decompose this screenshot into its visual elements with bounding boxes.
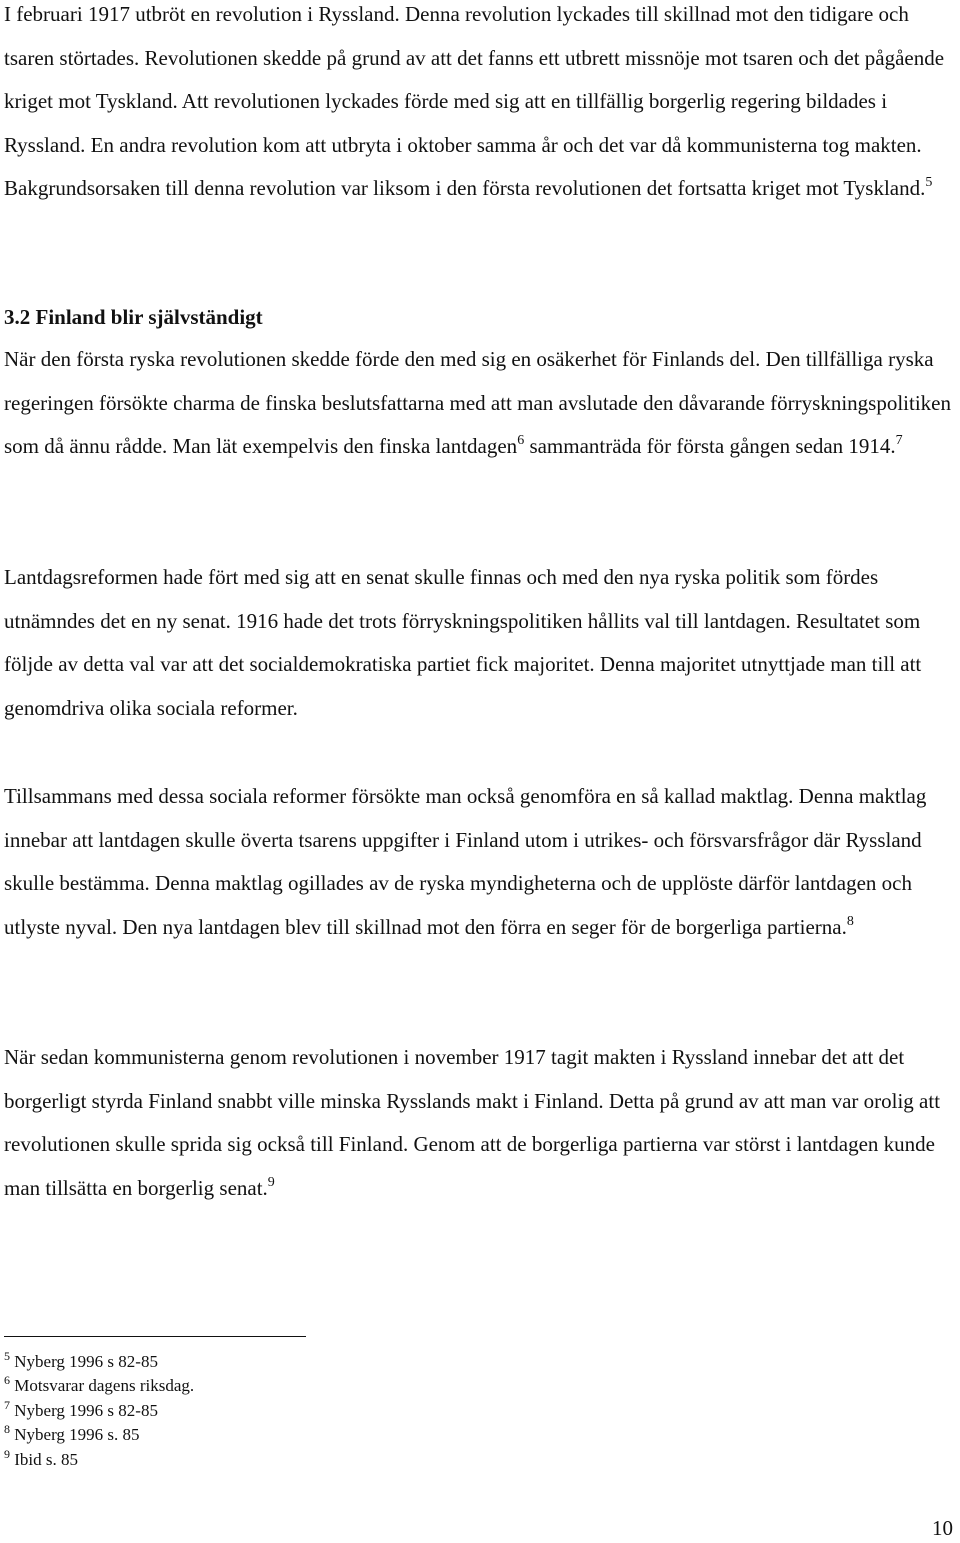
paragraph-text: I februari 1917 utbröt en revolution i Ryssland. Denna revolution lyckades till skillnad mot den tidigare och tsaren störtades. Revolutionen skedde på grund av att det fanns ett utbrett missnöje mot tsaren och det pågående kriget mot Tyskland. Att revolutionen lyckades förde med sig att en tillfällig borgerlig regering bildades i Ryssland. En andra revolution kom att utbryta i oktober samma år och det var då kommunisterna tog makten. Bakgrundsorsaken till denna revolution var liksom i den första revolutionen det fortsatta kriget mot Tyskland. bbox=[4, 2, 945, 200]
footnote-separator bbox=[4, 1336, 306, 1337]
footnote bbox=[4, 1350, 194, 1374]
footnote bbox=[4, 1448, 194, 1472]
footnote bbox=[4, 1399, 194, 1423]
footnote-number: 9 bbox=[4, 1446, 10, 1461]
footnote-number: 6 bbox=[4, 1373, 10, 1388]
footnote-reference[interactable]: 6 bbox=[517, 433, 525, 448]
footnote-number: 8 bbox=[4, 1422, 10, 1437]
footnote bbox=[4, 1374, 194, 1398]
footnote-text: Nyberg 1996 s. 85 bbox=[14, 1425, 140, 1445]
paragraph-text: När sedan kommunisterna genom revolutionen i november 1917 tagit makten i Ryssland innebar det att det borgerligt styrda Finland snabbt ville minska Rysslands makt i Finland. Detta på grund av att man var orolig att revolutionen skulle sprida sig också till Finland. Genom att de borgerliga partierna var störst i lantdagen kunde man tillsätta en borgerlig senat. bbox=[4, 1045, 941, 1200]
footnote-reference[interactable]: 8 bbox=[846, 913, 854, 929]
footnotes bbox=[4, 1350, 194, 1472]
footnote-reference[interactable]: 9 bbox=[267, 1174, 275, 1190]
body-paragraph bbox=[4, 338, 960, 469]
paragraph-text: När den första ryska revolutionen skedde förde den med sig en osäkerhet för Finlands del. Den tillfälliga ryska regeringen försökte charma de finska beslutsfattarna med att man avslutade den dåvarande förryskningspolitiken som då ännu rådde. Man lät exempelvis den finska lantdagen bbox=[4, 347, 951, 458]
section-heading: 3.2 Finland blir självständigt bbox=[4, 305, 263, 329]
footnote-number: 7 bbox=[4, 1397, 10, 1412]
page-number: 10 bbox=[932, 1516, 953, 1540]
paragraph-text: sammanträda för första gången sedan 1914. bbox=[524, 434, 896, 458]
paragraph-text: Tillsammans med dessa sociala reformer försökte man också genomföra en så kallad maktlag. Denna maktlag innebar att lantdagen skulle överta tsarens uppgifter i Finland utom i utrikes- och försvarsfrågor där Ryssland skulle bestämma. Denna maktlag ogillades av de ryska myndigheterna och de upplöste därför lantdagen och utlyste nyval. Den nya lantdagen blev till skillnad mot den förra en seger för de borgerliga partierna. bbox=[4, 784, 927, 939]
footnote-text: Nyberg 1996 s 82-85 bbox=[14, 1352, 158, 1371]
body-paragraph bbox=[4, 1036, 960, 1210]
footnote bbox=[4, 1423, 194, 1447]
footnote-reference[interactable]: 5 bbox=[925, 175, 933, 190]
footnote-reference[interactable]: 7 bbox=[895, 433, 903, 448]
body-paragraph bbox=[4, 0, 960, 211]
footnote-text: Nyberg 1996 s 82-85 bbox=[14, 1400, 158, 1420]
footnote-number: 5 bbox=[4, 1349, 10, 1363]
body-paragraph: Lantdagsreformen hade fört med sig att en senat skulle finnas och med den nya ryska politik som fördes utnämndes det en ny senat. 1916 hade det trots förryskningspolitiken hållits val till lantdagen. Resultatet som följde av detta val var att det socialdemokratiska partiet fick majoritet. Denna majoritet utnyttjade man till att genomdriva olika sociala reformer. bbox=[4, 565, 922, 720]
footnote-text: Ibid s. 85 bbox=[14, 1449, 78, 1469]
footnote-text: Motsvarar dagens riksdag. bbox=[14, 1376, 195, 1396]
body-paragraph bbox=[4, 775, 960, 949]
